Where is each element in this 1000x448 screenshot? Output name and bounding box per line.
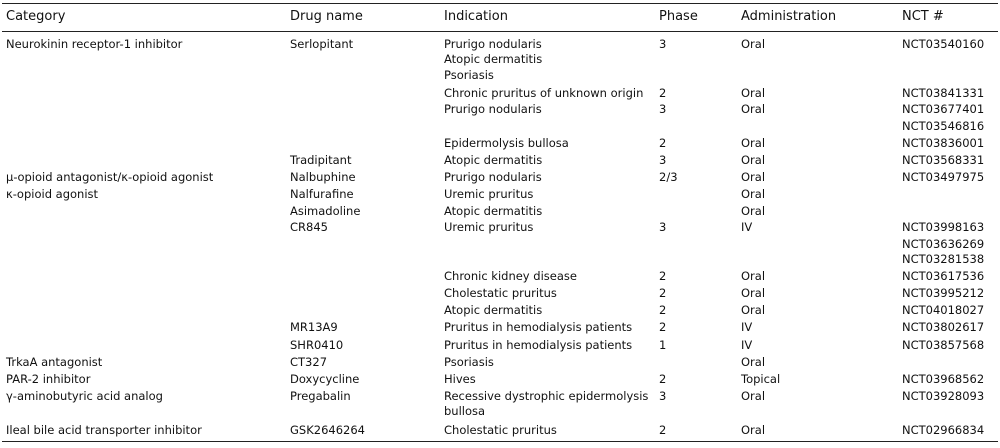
cell-nct: NCT04018027 [902,303,985,317]
cell-drug-name: CR845 [290,220,328,234]
cell-category: TrkaA antagonist [6,355,103,369]
cell-category: κ-opioid agonist [6,187,99,201]
cell-phase: 3 [659,153,667,167]
cell-indication: Atopic dermatitis [444,303,543,317]
cell-administration: Oral [741,423,766,437]
cell-category: γ-aminobutyric acid analog [6,389,163,403]
cell-nct: NCT03841331 [902,86,985,100]
cell-phase: 2 [659,286,667,300]
cell-indication: Cholestatic pruritus [444,423,557,437]
cell-indication: Prurigo nodularis [444,102,542,116]
cell-administration: Oral [741,355,766,369]
cell-administration: Topical [741,372,781,386]
cell-drug-name: Nalfurafine [290,187,354,201]
cell-nct: NCT03802617 [902,320,985,334]
cell-indication: Recessive dystrophic epidermolysis [444,389,649,403]
cell-phase: 3 [659,220,667,234]
cell-nct: NCT03281538 [902,252,985,266]
cell-drug-name: CT327 [290,355,328,369]
cell-phase: 2 [659,303,667,317]
cell-phase: 2 [659,423,667,437]
cell-category: Neurokinin receptor-1 inhibitor [6,37,183,51]
cell-indication: Epidermolysis bullosa [444,136,569,150]
cell-phase: 2 [659,372,667,386]
cell-drug-name: SHR0410 [290,338,344,352]
cell-phase: 1 [659,338,667,352]
header-indication: Indication [444,9,508,24]
cell-indication: Atopic dermatitis [444,204,543,218]
cell-indication: Chronic pruritus of unknown origin [444,86,644,100]
cell-nct: NCT03546816 [902,119,985,133]
cell-administration: IV [741,338,753,352]
cell-nct: NCT03995212 [902,286,985,300]
header-category: Category [6,9,66,24]
table-header-rule [2,31,998,32]
cell-indication: Hives [444,372,476,386]
cell-indication: Psoriasis [444,355,494,369]
cell-administration: Oral [741,286,766,300]
cell-nct: NCT03568331 [902,153,985,167]
cell-nct: NCT03636269 [902,237,985,251]
cell-administration: Oral [741,204,766,218]
cell-phase: 3 [659,37,667,51]
cell-administration: Oral [741,102,766,116]
header-administration: Administration [741,9,837,24]
cell-phase: 2/3 [659,170,678,184]
cell-nct: NCT03497975 [902,170,985,184]
cell-nct: NCT03998163 [902,220,985,234]
cell-nct: NCT03677401 [902,102,985,116]
cell-phase: 3 [659,389,667,403]
cell-administration: Oral [741,86,766,100]
cell-nct: NCT03617536 [902,269,985,283]
cell-drug-name: Asimadoline [290,204,361,218]
table-bottom-rule [2,441,998,442]
cell-drug-name: Serlopitant [290,37,354,51]
cell-phase: 2 [659,136,667,150]
cell-drug-name: Nalbuphine [290,170,356,184]
cell-administration: IV [741,220,753,234]
cell-administration: Oral [741,269,766,283]
cell-phase: 3 [659,102,667,116]
cell-category: μ-opioid antagonist/κ-opioid agonist [6,170,214,184]
cell-administration: Oral [741,37,766,51]
cell-drug-name: Tradipitant [290,153,352,167]
cell-administration: IV [741,320,753,334]
cell-drug-name: Doxycycline [290,372,360,386]
cell-indication: Atopic dermatitis [444,153,543,167]
cell-phase: 2 [659,86,667,100]
cell-phase: 2 [659,269,667,283]
cell-administration: Oral [741,187,766,201]
cell-nct: NCT03857568 [902,338,985,352]
cell-indication: Psoriasis [444,68,494,82]
cell-indication: Atopic dermatitis [444,52,543,66]
cell-administration: Oral [741,170,766,184]
cell-nct: NCT03928093 [902,389,985,403]
cell-indication: Pruritus in hemodialysis patients [444,320,633,334]
cell-indication: bullosa [444,404,486,418]
cell-administration: Oral [741,136,766,150]
cell-indication: Pruritus in hemodialysis patients [444,338,633,352]
header-phase: Phase [659,9,698,24]
table-top-rule [2,3,998,4]
cell-nct: NCT03836001 [902,136,985,150]
cell-indication: Cholestatic pruritus [444,286,557,300]
header-drug-name: Drug name [290,9,363,24]
cell-indication: Prurigo nodularis [444,37,542,51]
cell-indication: Uremic pruritus [444,220,534,234]
cell-drug-name: GSK2646264 [290,423,365,437]
cell-drug-name: MR13A9 [290,320,338,334]
cell-administration: Oral [741,389,766,403]
cell-nct: NCT03540160 [902,37,985,51]
cell-nct: NCT02966834 [902,423,985,437]
cell-administration: Oral [741,153,766,167]
cell-nct: NCT03968562 [902,372,985,386]
cell-indication: Uremic pruritus [444,187,534,201]
cell-indication: Chronic kidney disease [444,269,577,283]
cell-indication: Prurigo nodularis [444,170,542,184]
cell-drug-name: Pregabalin [290,389,351,403]
cell-phase: 2 [659,320,667,334]
cell-category: Ileal bile acid transporter inhibitor [6,423,202,437]
cell-administration: Oral [741,303,766,317]
header-nct: NCT # [902,9,944,24]
cell-category: PAR-2 inhibitor [6,372,91,386]
